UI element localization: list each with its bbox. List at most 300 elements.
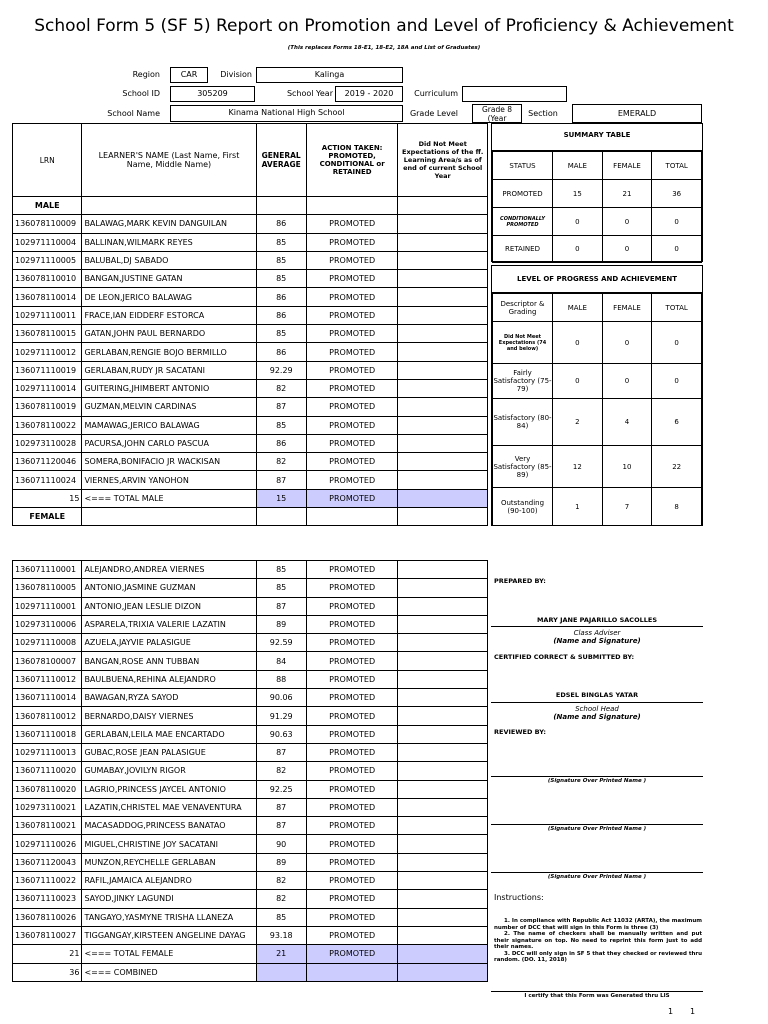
name-cell: GUZMAN,MELVIN CARDINAS [82,398,256,416]
certify-text: I certify that this Form was Generated thru LIS [524,993,670,999]
summary-row-total: 0 [652,236,702,263]
summary-table [491,123,703,262]
summary-row-status: CONDITIONALLY PROMOTED [493,208,553,236]
name-cell: GATAN,JOHN PAUL BERNARDO [82,325,256,343]
avg-cell: 90.06 [256,689,306,707]
table-row [13,872,488,890]
lrn-cell: 136078110015 [13,325,82,343]
avg-cell: 82 [256,872,306,890]
reviewer1-caption: (Signature Over Printed Name ) [547,778,647,784]
lrn-cell: 136071110014 [13,689,82,707]
name-cell: AZUELA,JAYVIE PALASIGUE [82,634,256,652]
section-label: Section [528,109,558,118]
action-cell: PROMOTED [306,288,398,306]
adviser-name: MARY JANE PAJARILLO SACOLLES [536,616,658,624]
not-met-cell [398,379,488,397]
lrn-cell: 102971110013 [13,743,82,761]
lrn-cell: 136078110026 [13,908,82,926]
name-cell: GERLABAN,LEILA MAE ENCARTADO [82,725,256,743]
lrn-cell: 136078110021 [13,817,82,835]
table-row [13,434,488,452]
progress-row-male: 2 [553,399,603,446]
lrn-cell: 136071120046 [13,453,82,471]
avg-cell: 87 [256,798,306,816]
not-met-cell [398,615,488,633]
progress-row-total: 6 [652,399,702,446]
reviewer2-caption: (Signature Over Printed Name ) [547,826,647,832]
lrn-cell: 136078110019 [13,398,82,416]
action-cell: PROMOTED [306,652,398,670]
action-cell: PROMOTED [306,872,398,890]
action-cell: PROMOTED [306,670,398,688]
progress-row-male: 0 [553,364,603,399]
female-total-count: 21 [13,945,82,963]
action-cell: PROMOTED [306,471,398,489]
action-cell: PROMOTED [306,453,398,471]
head-name: EDSEL BINGLAS YATAR [555,691,639,699]
name-cell: BAULBUENA,REHINA ALEJANDRO [82,670,256,688]
action-cell: PROMOTED [306,398,398,416]
name-cell: ALEJANDRO,ANDREA VIERNES [82,561,256,579]
avg-cell: 86 [256,215,306,233]
curriculum-label: Curriculum [414,89,458,98]
not-met-cell [398,233,488,251]
certify-line [491,991,703,992]
action-cell: PROMOTED [306,270,398,288]
progress-row-total: 0 [652,322,702,364]
table-row [13,379,488,397]
action-cell: PROMOTED [306,707,398,725]
name-cell: SOMERA,BONIFACIO JR WACKISAN [82,453,256,471]
table-row [13,361,488,379]
male-total-label: <=== TOTAL MALE [82,489,256,507]
progress-head-descriptor: Descriptor & Grading [493,294,553,322]
not-met-cell [398,780,488,798]
lrn-cell: 136071110001 [13,561,82,579]
action-cell: PROMOTED [306,908,398,926]
name-cell: VIERNES,ARVIN YANOHON [82,471,256,489]
progress-row-descriptor: Fairly Satisfactory (75-79) [493,364,553,399]
name-cell: MIGUEL,CHRISTINE JOY SACATANI [82,835,256,853]
action-cell: PROMOTED [306,251,398,269]
avg-cell: 85 [256,579,306,597]
progress-row-total: 0 [652,364,702,399]
lrn-cell: 136078110020 [13,780,82,798]
summary-row-status: RETAINED [493,236,553,263]
name-cell: GERLABAN,RENGIE BOJO BERMILLO [82,343,256,361]
progress-row-female: 0 [602,364,652,399]
combined-label: <=== COMBINED [82,963,256,981]
summary-head-male: MALE [553,152,603,180]
reviewer3-caption: (Signature Over Printed Name ) [547,874,647,880]
avg-cell: 85 [256,908,306,926]
table-row [13,798,488,816]
col-lrn: LRN [13,124,82,197]
avg-cell: 86 [256,434,306,452]
not-met-cell [398,670,488,688]
action-cell: PROMOTED [306,835,398,853]
action-cell: PROMOTED [306,215,398,233]
lrn-cell: 136078110012 [13,707,82,725]
summary-title: SUMMARY TABLE [492,124,702,151]
avg-cell: 93.18 [256,926,306,944]
avg-cell: 86 [256,288,306,306]
progress-row-descriptor: Very Satisfactory (85-89) [493,446,553,488]
progress-row-female: 7 [602,488,652,526]
not-met-cell [398,325,488,343]
curriculum-value [462,86,567,102]
progress-row-female: 4 [602,399,652,446]
lrn-cell: 136071120043 [13,853,82,871]
reviewed-label: REVIEWED BY: [494,728,546,736]
table-row [13,835,488,853]
table-row [13,233,488,251]
page-total: 1 [690,1007,696,1016]
avg-cell: 85 [256,416,306,434]
not-met-cell [398,926,488,944]
avg-cell: 92.25 [256,780,306,798]
summary-head-status: STATUS [493,152,553,180]
name-cell: TIGGANGAY,KIRSTEEN ANGELINE DAYAG [82,926,256,944]
not-met-cell [398,872,488,890]
avg-cell: 82 [256,762,306,780]
not-met-cell [398,817,488,835]
action-cell: PROMOTED [306,926,398,944]
action-cell: PROMOTED [306,725,398,743]
avg-cell: 85 [256,270,306,288]
male-total-avg: 15 [256,489,306,507]
avg-cell: 84 [256,652,306,670]
table-row [13,471,488,489]
table-row [13,453,488,471]
name-cell: LAGRIO,PRINCESS JAYCEL ANTONIO [82,780,256,798]
combined-count: 36 [13,963,82,981]
action-cell: PROMOTED [306,325,398,343]
lrn-cell: 136071110018 [13,725,82,743]
progress-head-male: MALE [553,294,603,322]
not-met-cell [398,743,488,761]
col-action: ACTION TAKEN: PROMOTED, CONDITIONAL or RETAINED [306,124,398,197]
name-cell: BERNARDO,DAISY VIERNES [82,707,256,725]
action-cell: PROMOTED [306,817,398,835]
avg-cell: 87 [256,817,306,835]
lrn-cell: 136071110022 [13,872,82,890]
action-cell: PROMOTED [306,233,398,251]
not-met-cell [398,215,488,233]
action-cell: PROMOTED [306,597,398,615]
name-cell: FRACE,IAN EIDDERF ESTORCA [82,306,256,324]
lrn-cell: 136071110020 [13,762,82,780]
male-section-label: MALE [13,197,82,215]
summary-row-total: 36 [652,180,702,208]
table-row [13,689,488,707]
progress-row-descriptor: Satisfactory (80-84) [493,399,553,446]
col-not-met: Did Not Meet Expectations of the ff. Learning Area/s as of end of current School Year [398,124,488,197]
school-id-label: School ID [122,89,160,98]
avg-cell: 85 [256,233,306,251]
avg-cell: 92.59 [256,634,306,652]
table-row [13,343,488,361]
col-avg: GENERAL AVERAGE [256,124,306,197]
certified-label: CERTIFIED CORRECT & SUBMITTED BY: [494,653,635,661]
summary-row-female: 21 [602,180,652,208]
lrn-cell: 136078110022 [13,416,82,434]
school-name-value: Kinama National High School [170,105,403,122]
female-total-avg: 21 [256,945,306,963]
instruction-3: 3. DCC will only sign in SF 5 that they checked or reviewed thru random. (DO. 11, 2018) [494,950,702,963]
not-met-cell [398,597,488,615]
lrn-cell: 102971110005 [13,251,82,269]
lrn-cell: 102971110001 [13,597,82,615]
table-row [13,398,488,416]
lrn-cell: 102971110014 [13,379,82,397]
progress-head-total: TOTAL [652,294,702,322]
summary-row-female: 0 [602,236,652,263]
avg-cell: 82 [256,379,306,397]
avg-cell: 86 [256,343,306,361]
name-cell: BANGAN,ROSE ANN TUBBAN [82,652,256,670]
name-cell: BAWAGAN,RYZA SAYOD [82,689,256,707]
lrn-cell: 136078110005 [13,579,82,597]
lrn-cell: 136071110023 [13,890,82,908]
female-section-label: FEMALE [13,508,82,526]
grade-level-label: Grade Level [409,109,458,118]
table-row [13,270,488,288]
action-cell: PROMOTED [306,780,398,798]
lrn-cell: 136078110010 [13,270,82,288]
male-learner-table [12,123,488,526]
page-subtitle: (This replaces Forms 18-E1, 18-E2, 18A and List of Graduates) [287,45,481,51]
lrn-cell: 136071110024 [13,471,82,489]
region-value: CAR [170,67,208,83]
lrn-cell: 102971110008 [13,634,82,652]
female-learner-table [12,560,488,982]
name-cell: BALUBAL,DJ SABADO [82,251,256,269]
lrn-cell: 102971110026 [13,835,82,853]
not-met-cell [398,561,488,579]
progress-title: LEVEL OF PROGRESS AND ACHIEVEMENT [492,266,702,293]
progress-row-female: 0 [602,322,652,364]
lrn-cell: 136078100007 [13,652,82,670]
prepared-by-label: PREPARED BY: [494,577,546,585]
table-row [13,890,488,908]
instructions-heading: Instructions: [494,893,544,902]
summary-row-female: 0 [602,208,652,236]
name-cell: DE LEON,JERICO BALAWAG [82,288,256,306]
action-cell: PROMOTED [306,798,398,816]
not-met-cell [398,343,488,361]
table-row [13,670,488,688]
male-total-count: 15 [13,489,82,507]
name-cell: ANTONIO,JEAN LESLIE DIZON [82,597,256,615]
head-name-sig: (Name and Signature) [553,713,641,721]
table-row [13,780,488,798]
avg-cell: 87 [256,743,306,761]
name-cell: ASPARELA,TRIXIA VALERIE LAZATIN [82,615,256,633]
adviser-sig-line [491,626,703,627]
avg-cell: 85 [256,561,306,579]
action-cell: PROMOTED [306,634,398,652]
table-row [13,325,488,343]
name-cell: MACASADDOG,PRINCESS BANATAO [82,817,256,835]
not-met-cell [398,434,488,452]
page-number: 1 [668,1007,674,1016]
lrn-cell: 102971110012 [13,343,82,361]
not-met-cell [398,453,488,471]
name-cell: GUMABAY,JOVILYN RIGOR [82,762,256,780]
table-row [13,743,488,761]
action-cell: PROMOTED [306,306,398,324]
action-cell: PROMOTED [306,743,398,761]
summary-row-total: 0 [652,208,702,236]
progress-table [491,265,703,526]
summary-row-male: 15 [553,180,603,208]
female-total-label: <=== TOTAL FEMALE [82,945,256,963]
name-cell: BANGAN,JUSTINE GATAN [82,270,256,288]
not-met-cell [398,853,488,871]
name-cell: ANTONIO,JASMINE GUZMAN [82,579,256,597]
avg-cell: 85 [256,251,306,269]
col-name: LEARNER'S NAME (Last Name, First Name, Middle Name) [82,124,256,197]
lrn-cell: 136078110027 [13,926,82,944]
avg-cell: 88 [256,670,306,688]
name-cell: PACURSA,JOHN CARLO PASCUA [82,434,256,452]
name-cell: SAYOD,JINKY LAGUNDI [82,890,256,908]
lrn-cell: 102973110021 [13,798,82,816]
not-met-cell [398,398,488,416]
action-cell: PROMOTED [306,762,398,780]
not-met-cell [398,416,488,434]
instructions-body [494,918,702,964]
table-row [13,725,488,743]
avg-cell: 82 [256,453,306,471]
not-met-cell [398,471,488,489]
not-met-cell [398,762,488,780]
lrn-cell: 102973110006 [13,615,82,633]
progress-head-female: FEMALE [602,294,652,322]
table-row [13,416,488,434]
female-total-action: PROMOTED [306,945,398,963]
lrn-cell: 136071110019 [13,361,82,379]
lrn-cell: 102971110011 [13,306,82,324]
adviser-role: Class Adviser [573,629,621,637]
table-row [13,579,488,597]
not-met-cell [398,652,488,670]
table-row [13,926,488,944]
action-cell: PROMOTED [306,343,398,361]
table-row [13,817,488,835]
not-met-cell [398,908,488,926]
table-row [13,251,488,269]
not-met-cell [398,634,488,652]
table-row [13,762,488,780]
table-row [13,306,488,324]
name-cell: GUBAC,ROSE JEAN PALASIGUE [82,743,256,761]
avg-cell: 92.29 [256,361,306,379]
section-value: EMERALD [572,104,702,123]
not-met-cell [398,890,488,908]
head-sig-line [491,702,703,703]
avg-cell: 87 [256,398,306,416]
name-cell: GERLABAN,RUDY JR SACATANI [82,361,256,379]
not-met-cell [398,707,488,725]
progress-row-total: 8 [652,488,702,526]
table-row [13,652,488,670]
action-cell: PROMOTED [306,379,398,397]
instruction-2: 2. The name of checkers shall be manually written and put their signature on top. No need to reprint this form just to add their names. [494,931,702,950]
reviewer3-sig-line [491,872,703,873]
reviewer1-sig-line [491,776,703,777]
action-cell: PROMOTED [306,561,398,579]
name-cell: TANGAYO,YASMYNE TRISHA LLANEZA [82,908,256,926]
adviser-name-sig: (Name and Signature) [553,637,641,645]
school-name-label: School Name [107,109,160,118]
head-role: School Head [575,705,619,713]
name-cell: LAZATIN,CHRISTEL MAE VENAVENTURA [82,798,256,816]
table-row [13,561,488,579]
avg-cell: 90 [256,835,306,853]
name-cell: BALLINAN,WILMARK REYES [82,233,256,251]
name-cell: RAFIL,JAMAICA ALEJANDRO [82,872,256,890]
table-row [13,288,488,306]
not-met-cell [398,251,488,269]
grade-level-value: Grade 8 (Year [472,104,522,123]
action-cell: PROMOTED [306,615,398,633]
progress-row-descriptor: Outstanding (90-100) [493,488,553,526]
progress-row-descriptor: Did Not Meet Expectations (74 and below) [493,322,553,364]
table-row [13,707,488,725]
table-row [13,597,488,615]
not-met-cell [398,288,488,306]
action-cell: PROMOTED [306,689,398,707]
avg-cell: 89 [256,853,306,871]
lrn-cell: 136078110009 [13,215,82,233]
avg-cell: 82 [256,890,306,908]
progress-row-male: 12 [553,446,603,488]
table-row [13,634,488,652]
avg-cell: 87 [256,597,306,615]
summary-row-status: PROMOTED [493,180,553,208]
action-cell: PROMOTED [306,853,398,871]
lrn-cell: 102973110028 [13,434,82,452]
action-cell: PROMOTED [306,890,398,908]
progress-row-total: 22 [652,446,702,488]
progress-row-male: 0 [553,322,603,364]
avg-cell: 86 [256,306,306,324]
page-title: School Form 5 (SF 5) Report on Promotion and Level of Proficiency & Achievement [34,16,734,36]
lrn-cell: 136078110014 [13,288,82,306]
division-value: Kalinga [256,67,403,83]
action-cell: PROMOTED [306,361,398,379]
not-met-cell [398,689,488,707]
lrn-cell: 102971110004 [13,233,82,251]
action-cell: PROMOTED [306,434,398,452]
not-met-cell [398,835,488,853]
avg-cell: 91.29 [256,707,306,725]
avg-cell: 87 [256,471,306,489]
summary-row-male: 0 [553,236,603,263]
not-met-cell [398,798,488,816]
progress-row-female: 10 [602,446,652,488]
table-row [13,853,488,871]
avg-cell: 89 [256,615,306,633]
not-met-cell [398,579,488,597]
table-row [13,615,488,633]
school-id-value: 305209 [170,86,255,102]
name-cell: MAMAWAG,JERICO BALAWAG [82,416,256,434]
summary-head-female: FEMALE [602,152,652,180]
not-met-cell [398,361,488,379]
